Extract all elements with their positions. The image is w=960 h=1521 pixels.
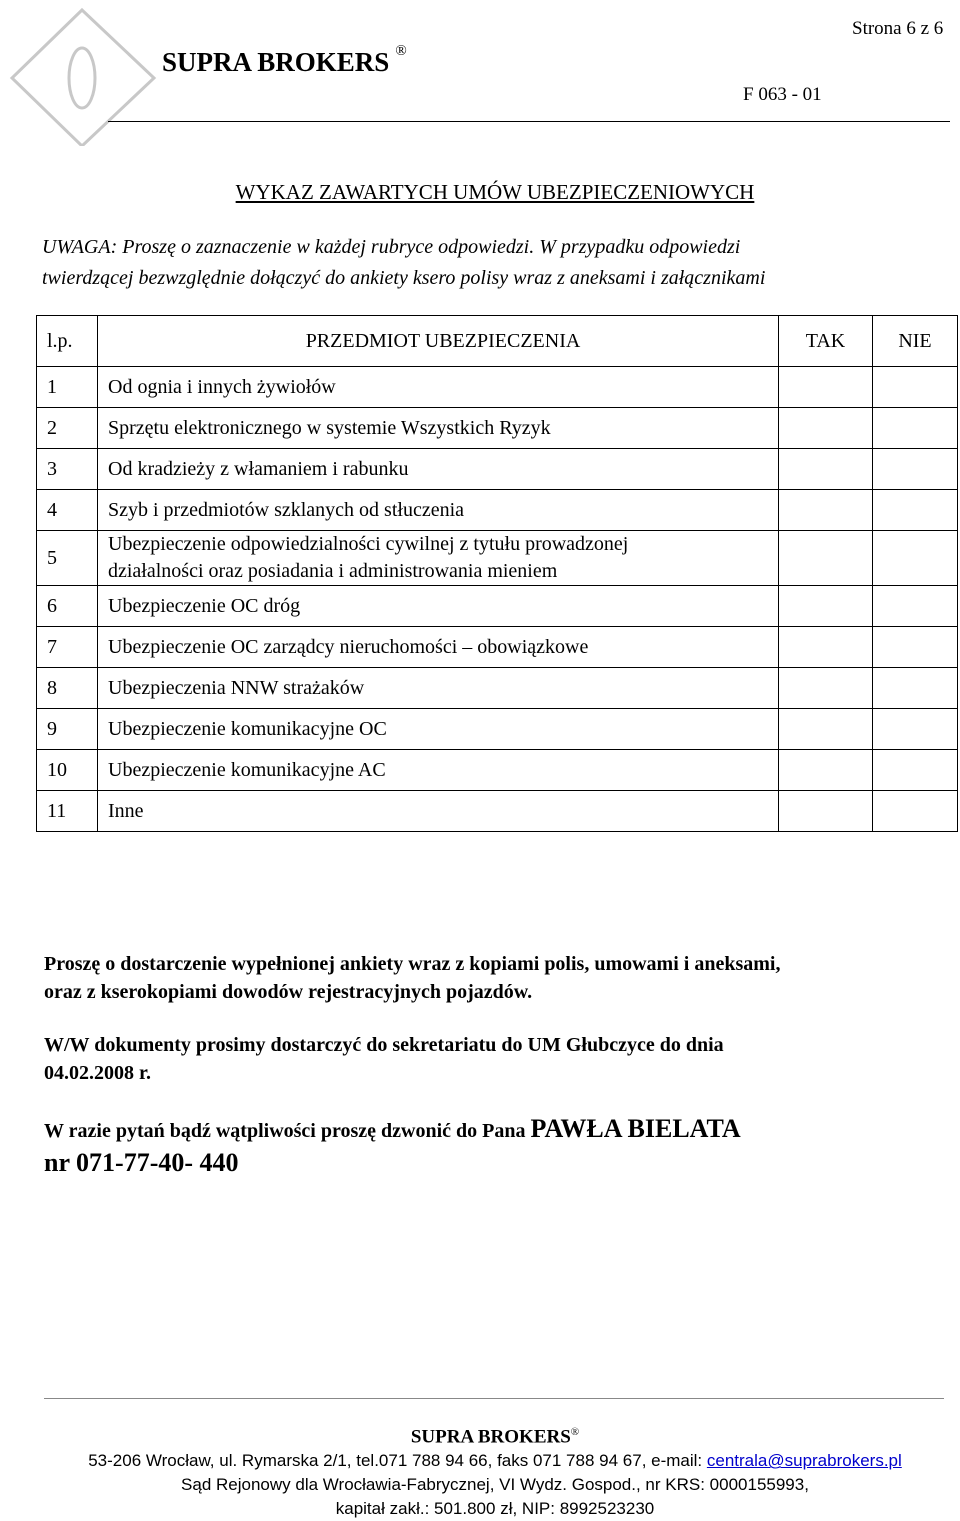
footer	[0, 1420, 960, 1521]
yes-checkbox-cell[interactable]	[779, 367, 873, 408]
no-checkbox-cell[interactable]	[873, 408, 958, 449]
table-row	[37, 668, 958, 709]
table-row	[37, 408, 958, 449]
page-indicator: Strona 6 z 6	[852, 18, 944, 39]
table-row	[37, 490, 958, 531]
row-number: 6	[37, 586, 98, 627]
instruction-line: Proszę o dostarczenie wypełnionej ankiety wraz z kopiami polis, umowami i aneksami,	[44, 953, 781, 975]
row-subject: Ubezpieczenie OC dróg	[98, 586, 779, 627]
contact-instruction	[44, 1115, 741, 1177]
footer-address: 53-206 Wrocław, ul. Rymarska 2/1, tel.071 788 94 66, faks 071 788 94 67, e-mail: centrala@suprabrokers.pl	[88, 1451, 902, 1471]
table-row	[37, 791, 958, 832]
row-number: 9	[37, 709, 98, 750]
brand-name: SUPRA BROKERS ®	[162, 43, 407, 77]
contact-text: W razie pytań bądź wątpliwości proszę dzwonić do Pana	[44, 1120, 531, 1142]
row-number: 4	[37, 490, 98, 531]
row-number: 8	[37, 668, 98, 709]
table-row	[37, 709, 958, 750]
company-logo	[8, 6, 158, 146]
insurance-table	[36, 315, 958, 832]
row-subject-line: Ubezpieczenie odpowiedzialności cywilnej z tytułu prowadzonej	[108, 533, 629, 555]
no-checkbox-cell[interactable]	[873, 531, 958, 586]
footer-capital: kapitał zakł.: 501.800 zł, NIP: 8992523230	[335, 1499, 655, 1519]
row-subject: Sprzętu elektronicznego w systemie Wszystkich Ryzyk	[98, 408, 779, 449]
row-number: 11	[37, 791, 98, 832]
table-row	[37, 586, 958, 627]
yes-checkbox-cell[interactable]	[779, 627, 873, 668]
yes-checkbox-cell[interactable]	[779, 408, 873, 449]
row-subject: Szyb i przedmiotów szklanych od stłuczenia	[98, 490, 779, 531]
row-subject: Ubezpieczenie komunikacyjne AC	[98, 750, 779, 791]
header-lp: l.p.	[37, 316, 98, 367]
header-no: NIE	[873, 316, 958, 367]
no-checkbox-cell[interactable]	[873, 367, 958, 408]
row-subject	[98, 531, 779, 586]
instruction-line: W/W dokumenty prosimy dostarczyć do sekretariatu do UM Głubczyce do dnia	[44, 1034, 724, 1056]
row-subject: Inne	[98, 791, 779, 832]
delivery-instruction	[44, 950, 780, 1006]
email-link[interactable]: centrala@suprabrokers.pl	[706, 1451, 902, 1471]
note-line: twierdzącej bezwzględnie dołączyć do ankiety ksero polisy wraz z aneksami i załącznikami	[42, 267, 766, 289]
yes-checkbox-cell[interactable]	[779, 750, 873, 791]
table-row	[37, 750, 958, 791]
footer-court: Sąd Rejonowy dla Wrocławia-Fabrycznej, VI Wydz. Gospod., nr KRS: 0000155993,	[181, 1475, 809, 1495]
row-number: 7	[37, 627, 98, 668]
instruction-line: oraz z kserokopiami dowodów rejestracyjnych pojazdów.	[44, 981, 533, 1003]
table-row	[37, 627, 958, 668]
contact-phone: nr 071-77-40- 440	[44, 1148, 239, 1177]
row-subject-line: działalności oraz posiadania i administrowania mieniem	[108, 560, 558, 582]
no-checkbox-cell[interactable]	[873, 586, 958, 627]
table-row	[37, 367, 958, 408]
table-row	[37, 531, 958, 586]
deadline-date: 04.02.2008 r.	[44, 1062, 152, 1084]
form-code: F 063 - 01	[743, 84, 822, 105]
row-subject: Ubezpieczenie OC zarządcy nieruchomości – obowiązkowe	[98, 627, 779, 668]
instruction-note	[42, 232, 942, 294]
row-number: 3	[37, 449, 98, 490]
page-title: WYKAZ ZAWARTYCH UMÓW UBEZPIECZENIOWYCH	[235, 180, 755, 204]
row-number: 10	[37, 750, 98, 791]
yes-checkbox-cell[interactable]	[779, 586, 873, 627]
yes-checkbox-cell[interactable]	[779, 668, 873, 709]
no-checkbox-cell[interactable]	[873, 750, 958, 791]
contact-person: PAWŁA BIELATA	[530, 1114, 741, 1143]
yes-checkbox-cell[interactable]	[779, 531, 873, 586]
footer-divider	[44, 1398, 944, 1399]
footer-brand: SUPRA BROKERS®	[410, 1426, 580, 1448]
no-checkbox-cell[interactable]	[873, 627, 958, 668]
no-checkbox-cell[interactable]	[873, 449, 958, 490]
no-checkbox-cell[interactable]	[873, 709, 958, 750]
no-checkbox-cell[interactable]	[873, 791, 958, 832]
row-subject: Ubezpieczenia NNW strażaków	[98, 668, 779, 709]
no-checkbox-cell[interactable]	[873, 490, 958, 531]
header-yes: TAK	[779, 316, 873, 367]
table-row	[37, 449, 958, 490]
row-subject: Od kradzieży z włamaniem i rabunku	[98, 449, 779, 490]
no-checkbox-cell[interactable]	[873, 668, 958, 709]
deadline-instruction	[44, 1031, 724, 1087]
row-subject: Od ognia i innych żywiołów	[98, 367, 779, 408]
header-subject: PRZEDMIOT UBEZPIECZENIA	[98, 316, 779, 367]
row-number: 1	[37, 367, 98, 408]
table-header-row	[37, 316, 958, 367]
yes-checkbox-cell[interactable]	[779, 490, 873, 531]
row-number: 2	[37, 408, 98, 449]
row-number: 5	[37, 531, 98, 586]
header-divider	[108, 121, 950, 122]
yes-checkbox-cell[interactable]	[779, 791, 873, 832]
note-line: UWAGA: Proszę o zaznaczenie w każdej rubryce odpowiedzi. W przypadku odpowiedzi	[42, 236, 741, 258]
yes-checkbox-cell[interactable]	[779, 449, 873, 490]
row-subject: Ubezpieczenie komunikacyjne OC	[98, 709, 779, 750]
yes-checkbox-cell[interactable]	[779, 709, 873, 750]
